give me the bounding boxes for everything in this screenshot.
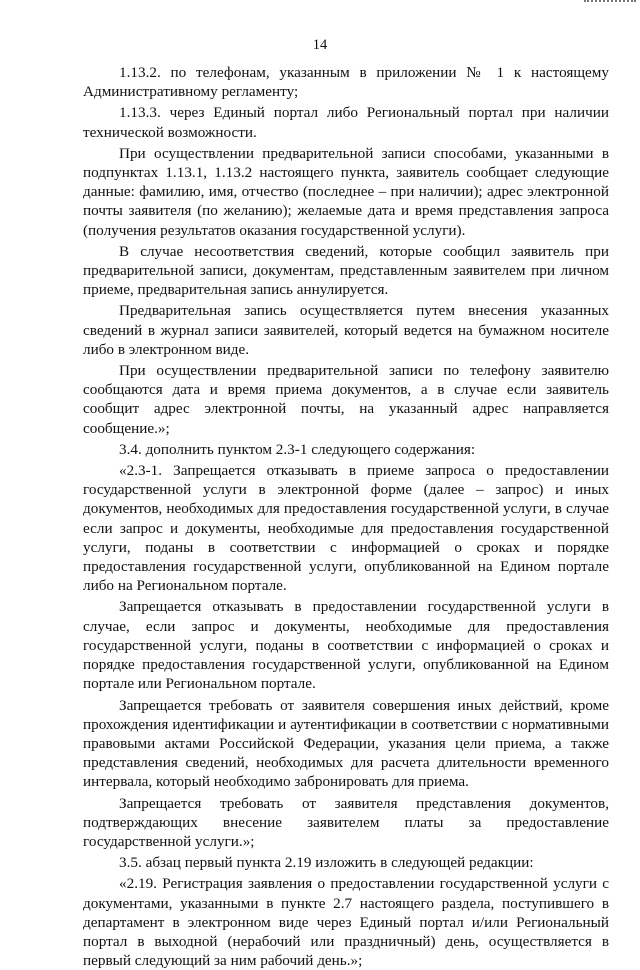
paragraph-actions-prohibited: Запрещается требовать от заявителя совершения иных действий, кроме прохождения идентификации и аутентификации в соответствии с нормативными правовыми актами Российской Федерации, указания цели приема, а также представления сведений, необходимых для расчета длительности временного интервала, который необходимо забронировать для приема. (83, 696, 609, 791)
paragraph-phone-appointment: При осуществлении предварительной записи по телефону заявителю сообщаются дата и время приема документов, а в случае если заявитель сообщит адрес электронной почты, на указанный адрес направляется сообщение.»; (83, 362, 609, 437)
paragraph-1-13-3: 1.13.3. через Единый портал либо Региональный портал при наличии технической возможности. (83, 104, 609, 141)
paragraph-2-3-1: «2.3-1. Запрещается отказывать в приеме запроса о предоставлении государственной услуги в электронной форме (далее – запрос) и иных документов, необходимых для предоставления государственной услуги, в случае если запрос и документы, необходимые для предоставления государственной услуги, поданы в соответствии с информацией о сроках и порядке предоставления государственной услуги, опубликованной на Едином портале либо на Региональном портале. (83, 462, 609, 595)
paragraph-journal: Предварительная запись осуществляется путем внесения указанных сведений в журнал записи заявителей, который ведется на бумажном носителе либо в электронном виде. (83, 302, 609, 358)
paragraph-refusal-prohibited: Запрещается отказывать в предоставлении государственной услуги в случае, если запрос и документы, необходимые для предоставления государственной услуги, поданы в соответствии с информацией о сроках и порядке предоставления государственной услуги, опубликованной на Едином портале или Региональном портале. (83, 598, 609, 693)
document-body (83, 63, 609, 970)
paragraph-payment-docs-prohibited: Запрещается требовать от заявителя представления документов, подтверждающих внесение заявителем платы за предоставление государственной услуги.»; (83, 794, 609, 850)
scan-corner-mark (584, 0, 636, 5)
paragraph-3-5: 3.5. абзац первый пункта 2.19 изложить в следующей редакции: (119, 854, 534, 872)
page-number: 14 (312, 37, 328, 53)
paragraph-3-4: 3.4. дополнить пунктом 2.3-1 следующего содержания: (119, 440, 476, 458)
paragraph-appointment-data: При осуществлении предварительной записи способами, указанными в подпунктах 1.13.1, 1.13.2 настоящего пункта, заявитель сообщает следующие данные: фамилию, имя, отчество (последнее – при наличии); адрес электронной почты заявителя (по желанию); желаемые дата и время представления запроса (получения результатов оказания государственной услуги). (83, 144, 609, 239)
paragraph-2-19: «2.19. Регистрация заявления о предоставлении государственной услуги с документами, указанными в пункте 2.7 настоящего раздела, поступившего в департамент в электронном виде через Единый портал и/или Региональный портал в выходной (нерабочий или праздничный) день, осуществляется в первый следующий за ним рабочий день.»; (83, 875, 609, 970)
paragraph-1-13-2: 1.13.2. по телефонам, указанным в приложении № 1 к настоящему Административному регламенту; (83, 64, 609, 101)
paragraph-mismatch: В случае несоответствия сведений, которые сообщил заявитель при предварительной записи, документам, представленным заявителем при личном приеме, предварительная запись аннулируется. (83, 242, 609, 299)
